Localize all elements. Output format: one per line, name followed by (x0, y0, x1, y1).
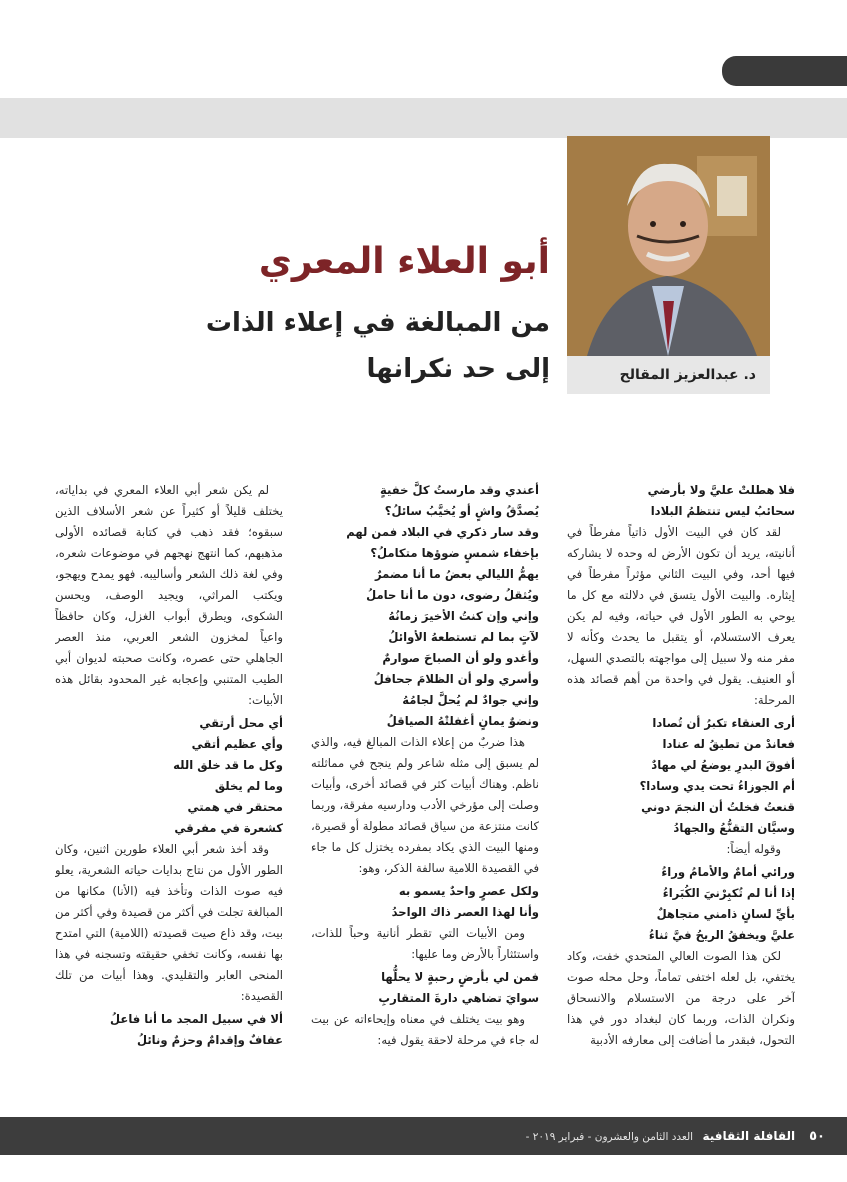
poem-verse: سوايَ تضاهي دارةَ المتقاربِ (378, 991, 539, 1005)
poem-verse: بأيِّ لسانٍ ذامني متجاهلٌ (656, 907, 795, 921)
poem-verse: بإخفاء شمسٍ ضوؤها متكاملُ؟ (370, 546, 539, 560)
poem-verse: كشعرة في مفرقي (174, 821, 283, 835)
poem-verse: فعاندْ من تطيقُ له عنادا (662, 737, 795, 751)
body-paragraph: وهو بيت يختلف في معناه وإيحاءاته عن بيت له جاء في مرحلة لاحقة يقول فيه: (311, 1012, 539, 1047)
section-tab-bar (722, 56, 847, 86)
poem-verse: عفافٌ وإقدامٌ وحزمٌ ونائلُ (136, 1033, 283, 1047)
author-portrait-image (567, 136, 770, 356)
article-column-middle (311, 480, 539, 1085)
article-title-block (80, 240, 550, 392)
body-paragraph: ومن الأبيات التي تقطر أنانية وحباً للذات، واستئثاراً بالأرض وما عليها: (311, 926, 539, 961)
poem-verse: أعندي وقد مارستُ كلَّ خفيةٍ (379, 483, 539, 497)
article-subtitle (80, 301, 550, 392)
poem-verse: وأنا لهذا العصر ذاك الواحدُ (391, 905, 539, 919)
body-paragraph: هذا ضربٌ من إعلاء الذات المبالغ فيه، والذي لم يسبق إلى مثله شاعر ولم ينجح في مماثلته ناظم. وهناك أبيات كثر في قصائد أخرى، وأبيات وصلت إلى مؤرخي الأدب ودارسيه مفرقة، وربما كانت منتزعة من سياق قصائد مطولة أو قصيرة، ومنها البيت الذي يكاد بمفرده يختزل كل ما جاء في القصيدة اللامية سالفة الذكر، وهو: (311, 735, 539, 875)
poem-verse: محتقر في همتي (187, 800, 283, 814)
author-name: د. عبدالعزيز المقالح (619, 367, 756, 383)
section-label: مقالات (746, 30, 837, 60)
poem-verse: وأي عظيم أتقي (191, 737, 283, 751)
article-body (55, 480, 795, 1085)
body-paragraph: وقوله أيضاً: (726, 842, 781, 856)
poem-verse: عليَّ ويخفقُ الريحُ فيَّ ثناءُ (648, 928, 795, 942)
poem-verse: أم الجوزاءُ تحت يدي وسادا؟ (639, 779, 795, 793)
header-band (0, 98, 847, 138)
poem-verse: أرى العنقاء تكبرُ أن تُصادا (652, 716, 795, 730)
body-paragraph: وقد أخذ شعر أبي العلاء طورين اثنين، وكان الطور الأول من نتاج بدايات حياته الشعرية، يعلو فيه صوت الذات وتأخذ فيه (الأنا) مكانها من المبالغة تجلت في أكثر من قصيدة وفي أكثر من بيت، وقد ذاع صيت قصيدته (اللامية) التي امتدح بها نفسه، وكانت تخفي حقيقته وتسجنه في هذا المنحى العابر والتقليدي. وهذا أبيات من تلك القصيدة: (55, 842, 283, 1003)
poem-verse: ألا في سبيل المجد ما أنا فاعلُ (110, 1012, 283, 1026)
poem-verse: ولكل عصرٍ واحدٌ يسمو به (398, 884, 539, 898)
poem-verse: سحائبُ ليس تنتظمُ البلادا (650, 504, 795, 518)
poem-verse: وما لم يخلق (214, 779, 283, 793)
poem-verse: وأسري ولو أن الظلامَ جحافلُ (373, 672, 539, 686)
footer-issue: العدد الثامن والعشرون - فبراير ٢٠١٩ - (525, 1131, 694, 1143)
author-caption (567, 356, 770, 394)
footer-issue-info (526, 1129, 795, 1143)
poem-verse: أي محل أرتقي (199, 716, 283, 730)
poem-verse: وأغدو ولو أن الصباحَ صوارمٌ (382, 651, 539, 665)
poem-verse: وإني وإن كنتُ الأخيرَ زمانُهُ (388, 609, 539, 623)
article-column-left (567, 480, 795, 1085)
body-paragraph: لكن هذا الصوت العالي المتحدي خفت، وكاد يختفي، بل لعله اختفى تماماً، وحل محله صوت آخر على درجة من الاستسلام والانسحاق ونكران الذات، وربما كان لبغداد دور في هذا التحول، فبقدر ما أضافت إلى معارفه الأدبية (567, 949, 795, 1047)
poem-verse: ويُثقلُ رضوى، دون ما أنا حاملُ (366, 588, 539, 602)
article-title: أبو العلاء المعري (258, 241, 550, 282)
poem-verse: قنعتُ فخلتُ أن النجمَ دوني (641, 800, 795, 814)
subtitle-line-2: إلى حد نكرانها (366, 353, 550, 384)
section-tab (657, 22, 847, 68)
body-paragraph: لم يكن شعر أبي العلاء المعري في بداياته، يختلف قليلاً أو كثيراً عن شعر الأسلاف الذين سبقوه؛ فقد ذهب في كتابة قصائده الأولى مذهبهم، كما انتهج نهجهم في موضوعات شعره، وفي لغة ذلك الشعر وأساليبه. فهو يمدح ويهجو، ويكتب المراثي، ويجيد الوصف، ويحسن الشكوى، ويطرق أبواب الغزل، وكان حافظاً واعياً لمخزون الشعر العربي، منذ العصر الجاهلي حتى عصره، وكانت صحبته لديوان أبي الطيب المتنبي وإعجابه غير المحدود بقائل هذه الأبيات: (55, 483, 283, 707)
poem-verse: وقد سار ذكري في البلاد فمن لهم (346, 525, 539, 539)
body-paragraph: لقد كان في البيت الأول ذاتياً مفرطاً في أنانيته، يريد أن تكون الأرض له وحده لا يشاركه فيها أحد، وفي البيت الثاني مؤثراً مفرطاً في إيثاره. والبيت الأول يتسق في دلالته مع كل ما يوحي به الطور الأول في حياته، وفيه لم يكن يعرف الاستسلام، أو يتقبل ما يحدث وكأنه لا مفر منه ولا سبيل إلى مواجهته بالتصدي السهل، أو العنيف. يقول في واحدة من أهم قصائد هذه المرحلة: (567, 525, 795, 707)
author-photo (567, 136, 770, 356)
poem-verse: فلا هطلتْ عليَّ ولا بأرضي (647, 483, 795, 497)
subtitle-line-1: من المبالغة في إعلاء الذات (205, 308, 550, 339)
article-column-right (55, 480, 283, 1085)
poem-verse: يهمُّ الليالي بعضُ ما أنا مضمرٌ (374, 567, 539, 581)
poem-verse: لآتٍ بما لم تستطعهُ الأوائلُ (388, 630, 539, 644)
poem-verse: وكل ما قد خلق الله (173, 758, 283, 772)
page-footer (0, 1117, 847, 1155)
poem-verse: إذا أنا لم تُكبِرْنيَ الكُبَراءُ (662, 886, 795, 900)
page-number: ٥٠ (809, 1128, 825, 1144)
poem-verse: يُصدَّقُ واشٍ أو يُخيَّبُ سائلُ؟ (384, 504, 539, 518)
poem-verse: وسيَّان التقنُّعُ والجهادُ (673, 821, 795, 835)
poem-verse: ورائي أمامٌ والأمامُ وراءُ (661, 865, 795, 879)
poem-verse: فمن لي بأرضٍ رحبةٍ لا يحلُّها (381, 970, 539, 984)
poem-verse: أفوقَ البدرِ يوضعُ لي مهادٌ (651, 758, 795, 772)
footer-magazine-name: القافلة الثقافية (702, 1129, 796, 1143)
poem-verse: وإني جوادٌ لم يُحلَّ لجامُهُ (402, 693, 539, 707)
author-photo-frame (567, 136, 770, 394)
poem-verse: ونضوٌ يمانٍ أغفلتْهُ الصياقلُ (386, 714, 539, 728)
